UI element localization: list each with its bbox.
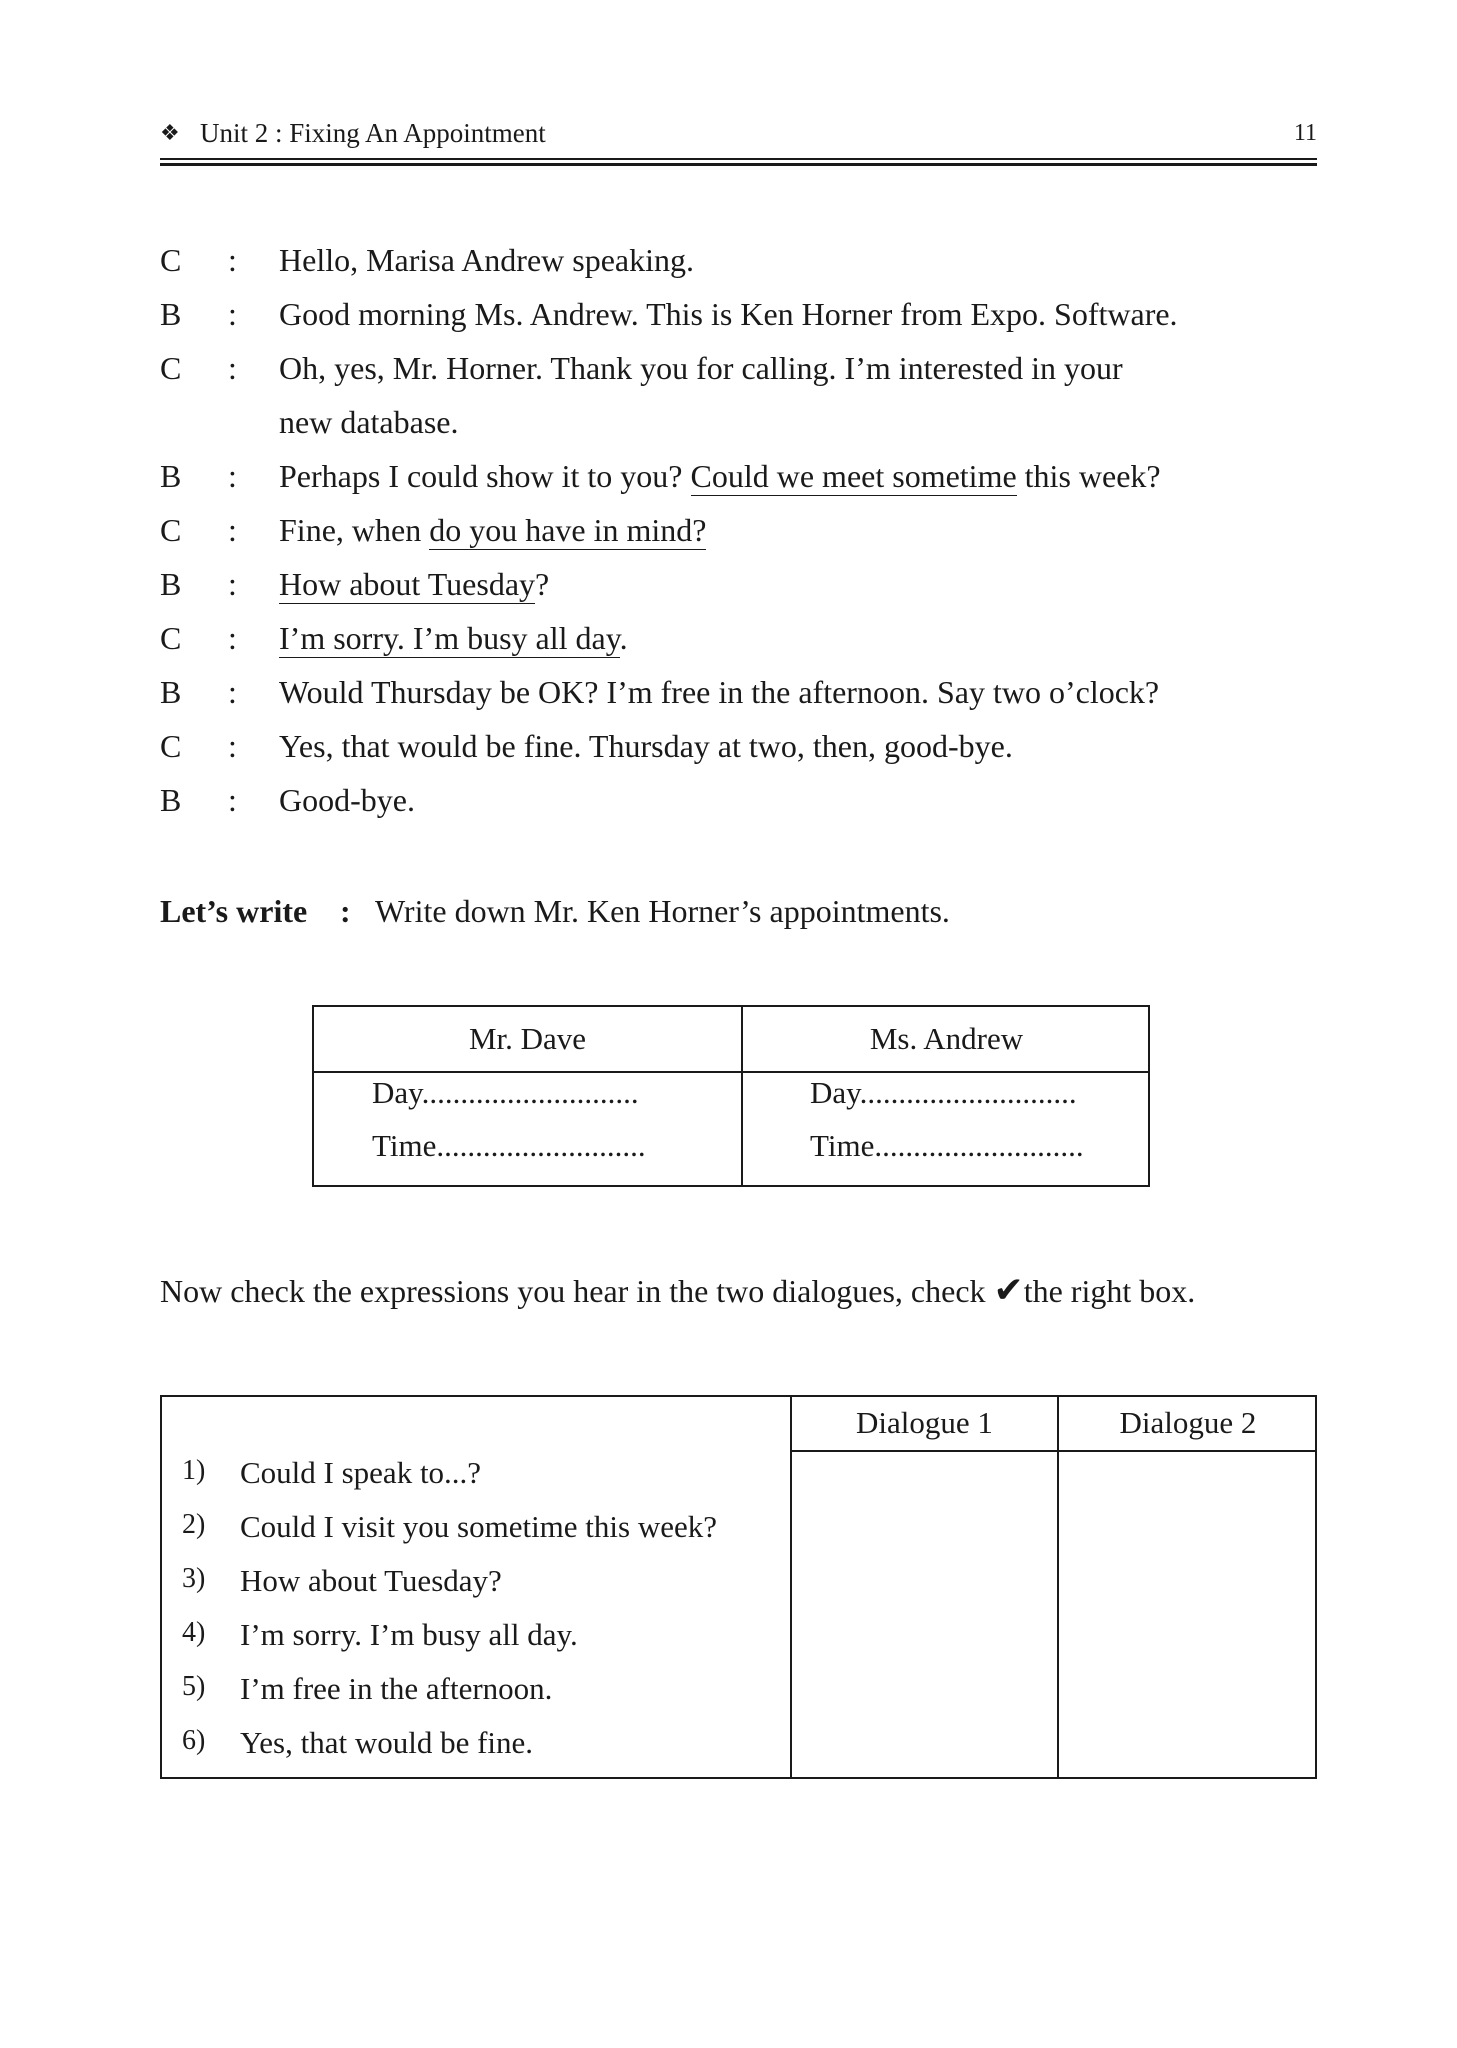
dialogue-text: Oh, yes, Mr. Horner. Thank you for calling. I’m interested in your (279, 350, 1123, 386)
expression-item (182, 1509, 782, 1563)
item-number: 6) (182, 1725, 206, 1756)
dialogue-text (279, 566, 549, 603)
page-header (160, 116, 1317, 156)
speaker-separator: : (228, 242, 237, 278)
table-divider-vertical (1057, 1397, 1059, 1777)
dialogue-text: Would Thursday be OK? I’m free in the afternoon. Say two o’clock? (279, 674, 1160, 710)
speaker-separator: : (228, 458, 237, 494)
dialogue-text-part: Perhaps I could show it to you? (279, 458, 691, 494)
dialogue-text: new database. (279, 404, 459, 440)
speaker-label: C (160, 728, 182, 764)
speaker-label: B (160, 296, 182, 332)
time-field[interactable]: Time........................... (372, 1128, 646, 1163)
header-rule-thin (160, 158, 1317, 160)
dialogue-line (160, 566, 1330, 620)
diamond-bullet-icon: ❖ (160, 120, 180, 145)
dialogue-text-part: ? (535, 566, 550, 602)
dialogue-line (160, 512, 1330, 566)
speaker-label: B (160, 674, 182, 710)
speaker-separator: : (228, 512, 237, 548)
expressions-table (160, 1395, 1317, 1779)
dialogue-text (279, 620, 628, 657)
speaker-separator: : (228, 620, 237, 656)
item-text: Could I visit you sometime this week? (240, 1509, 718, 1544)
column-header-ms-andrew: Ms. Andrew (869, 1021, 1024, 1056)
item-text: I’m sorry. I’m busy all day. (240, 1617, 578, 1652)
dialogue-line (160, 620, 1330, 674)
dialogue-text (279, 512, 706, 549)
lets-write-instruction: Write down Mr. Ken Horner’s appointments. (375, 893, 950, 929)
dialogue-line (160, 458, 1330, 512)
table-divider-horizontal (790, 1450, 1317, 1452)
item-number: 3) (182, 1563, 206, 1594)
header-rule-thick (160, 163, 1317, 166)
speaker-label: C (160, 512, 182, 548)
column-header-mr-dave: Mr. Dave (468, 1021, 587, 1056)
item-text: Yes, that would be fine. (240, 1725, 534, 1760)
speaker-separator: : (228, 782, 237, 818)
underlined-expression: do you have in mind? (429, 512, 707, 548)
dialogue-text: Hello, Marisa Andrew speaking. (279, 242, 695, 278)
dialogue-text-part: this week? (1016, 458, 1161, 494)
speaker-label: C (160, 350, 182, 386)
dialogue-transcript (160, 242, 1330, 836)
table-divider-horizontal (314, 1071, 1148, 1073)
time-field[interactable]: Time........................... (810, 1128, 1084, 1163)
day-field[interactable]: Day............................ (810, 1075, 1077, 1110)
dialogue-line (160, 674, 1330, 728)
day-field[interactable]: Day............................ (372, 1075, 639, 1110)
lets-write-label: Let’s write (160, 893, 308, 929)
dialogue-line (160, 782, 1330, 836)
underlined-expression: Could we meet sometime (690, 458, 1017, 494)
dialogue-line (160, 728, 1330, 782)
unit-title: Unit 2 : Fixing An Appointment (200, 118, 546, 148)
page-number: 11 (1293, 120, 1317, 146)
item-number: 4) (182, 1617, 206, 1648)
dialogue-text: Yes, that would be fine. Thursday at two, then, good-bye. (279, 728, 1013, 764)
check-instruction-text: Now check the expressions you hear in the two dialogues, check (160, 1273, 994, 1309)
speaker-label: B (160, 566, 182, 602)
expression-item (182, 1455, 782, 1509)
check-instruction (160, 1270, 1195, 1311)
lets-write-section (160, 893, 950, 930)
item-text: I’m free in the afternoon. (240, 1671, 553, 1706)
dialogue-line (160, 350, 1330, 404)
dialogue-text (279, 458, 1161, 495)
checkmark-icon: ✔ (993, 1270, 1024, 1311)
speaker-label: B (160, 458, 182, 494)
speaker-label: C (160, 620, 182, 656)
column-header-dialogue-1: Dialogue 1 (856, 1405, 993, 1440)
item-number: 1) (182, 1455, 206, 1486)
speaker-label: B (160, 782, 182, 818)
underlined-expression: I’m sorry. I’m busy all day (279, 620, 620, 656)
speaker-separator: : (228, 674, 237, 710)
column-header-dialogue-2: Dialogue 2 (1119, 1405, 1257, 1440)
dialogue-text: Good morning Ms. Andrew. This is Ken Horner from Expo. Software. (279, 296, 1178, 332)
speaker-label: C (160, 242, 182, 278)
dialogue-line (160, 242, 1330, 296)
item-number: 5) (182, 1671, 206, 1702)
expression-item (182, 1617, 782, 1671)
table-divider-vertical (790, 1397, 792, 1777)
speaker-separator: : (228, 566, 237, 602)
appointments-table (312, 1005, 1150, 1187)
dialogue-line (160, 296, 1330, 350)
expression-item (182, 1725, 782, 1779)
speaker-separator: : (228, 728, 237, 764)
dialogue-text-part: . (619, 620, 628, 656)
lets-write-separator: : (340, 893, 351, 929)
expression-item (182, 1563, 782, 1617)
underlined-expression: How about Tuesday (279, 566, 536, 602)
check-instruction-text: the right box. (1023, 1273, 1196, 1309)
dialogue-line-continuation (160, 404, 1330, 458)
item-text: Could I speak to...? (240, 1455, 482, 1490)
dialogue-text-part: Fine, when (279, 512, 430, 548)
item-number: 2) (182, 1509, 206, 1540)
dialogue-text: Good-bye. (279, 782, 415, 818)
expression-item (182, 1671, 782, 1725)
speaker-separator: : (228, 296, 237, 332)
speaker-separator: : (228, 350, 237, 386)
item-text: How about Tuesday? (240, 1563, 502, 1598)
